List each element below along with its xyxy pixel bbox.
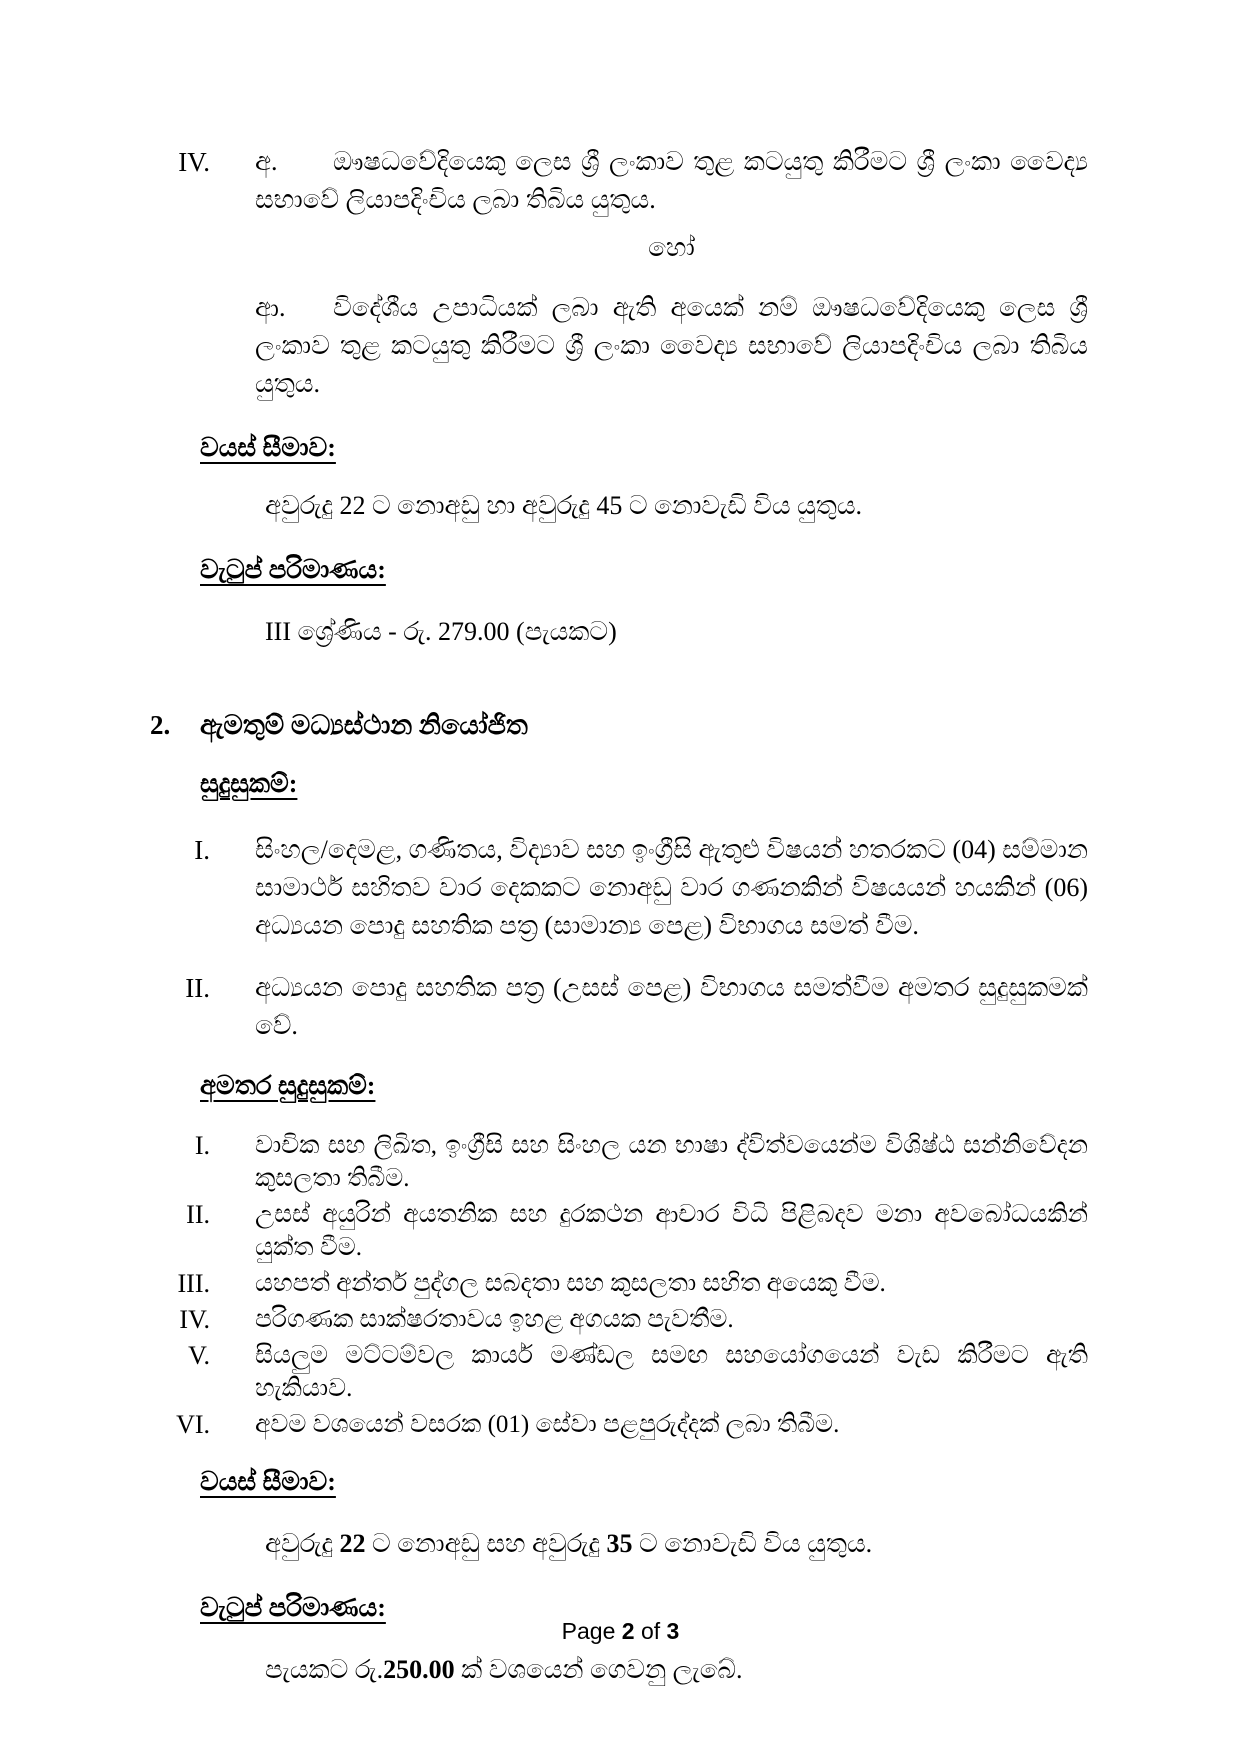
age-limit-text-pre: අවුරුදු <box>265 1529 340 1558</box>
age-limit-text-2 <box>265 1525 1088 1563</box>
footer-of-word: of <box>634 1618 667 1644</box>
list-item <box>150 831 1088 945</box>
item-iv-numeral: IV. <box>178 147 210 177</box>
section-2-title: ඇමතුම් මධ්‍යස්ථාන නියෝජිත <box>200 710 528 740</box>
footer-total-pages: 3 <box>666 1618 680 1644</box>
list-item <box>150 1267 1088 1300</box>
salary-text-1: III ශ්‍රේණිය - රු. 279.00 (පැයකට) <box>265 617 617 646</box>
age-limit-text-mid: ට නොඅඩු සහ අවුරුදු <box>365 1529 607 1558</box>
list-item-numeral: I. <box>194 835 210 865</box>
salary-text-pre: පැයකට රු. <box>265 1655 384 1684</box>
list-item <box>150 969 1088 1045</box>
age-limit-heading-1: වයස් සීමාව: <box>200 433 336 462</box>
salary-text-2 <box>265 1651 1088 1689</box>
option-b-paragraph <box>255 289 1088 403</box>
list-item-text: යහපත් අන්තර් පුද්ගල සබදතා සහ කුසලතා සහිත අයෙකු වීම. <box>255 1270 886 1297</box>
list-item-text: උසස් අයුරින් අයතනික සහ දුරකථන ආචාර විධි පිළිබදව මනා අවබෝධයකින් යුක්ත වීම. <box>255 1201 1088 1261</box>
list-item-numeral: V. <box>188 1341 210 1370</box>
qualifications-heading: සුදුසුකම්: <box>200 769 298 798</box>
list-item <box>150 1303 1088 1336</box>
qualifications-list <box>150 831 1088 1045</box>
list-item <box>150 1339 1088 1405</box>
list-item-numeral: I. <box>194 1131 210 1160</box>
list-item-numeral: VI. <box>176 1410 210 1439</box>
item-iv-option-b <box>150 289 1088 403</box>
list-item-numeral: IV. <box>179 1305 210 1334</box>
footer-current-page: 2 <box>621 1618 635 1644</box>
salary-text-post: ක් වශයෙන් ගෙවනු ලැබේ. <box>454 1655 743 1684</box>
age-max-value: 35 <box>606 1529 633 1558</box>
salary-heading-2: වැටුප් පරිමාණය: <box>200 1593 386 1622</box>
salary-amount: 250.00 <box>383 1655 455 1684</box>
item-iv <box>150 143 1088 219</box>
page-footer <box>0 1618 1241 1645</box>
age-limit-heading-2: වයස් සීමාව: <box>200 1467 336 1496</box>
section-2-number: 2. <box>150 710 171 740</box>
list-item-numeral: II. <box>186 1200 210 1229</box>
option-a-label: අ. <box>255 147 278 176</box>
additional-qualifications-heading: අමතර සුදුසුකම්: <box>200 1071 376 1100</box>
age-limit-text-post: ට නොවැඩි විය යුතුය. <box>632 1529 873 1558</box>
age-limit-text-1: අවුරුදු 22 ට නොඅඩු හා අවුරුදු 45 ට නොවැඩි විය යුතුය. <box>265 491 863 520</box>
footer-page-word: Page <box>561 1618 622 1644</box>
option-a-paragraph <box>255 143 1088 219</box>
list-item <box>150 1129 1088 1195</box>
list-item-text: සිංහල/දෙමළ, ගණිතය, විද්‍යාව සහ ඉංග්‍රීසි ඇතුළු විෂයන් හතරකට (04) සම්මාන සාමාර්ථ සහිතව වාර දෙකකට නොඅඩු වාර ගණනකින් විෂයයන් හයකින් (06) අධ්‍යයන පොදු සහතික පත්‍ර (සාමාන්‍ය පෙළ) විභාගය සමත් වීම. <box>255 835 1088 940</box>
list-item-text: සියලුම මට්ටම්වල කාර්ය මණ්ඩල සමඟ සහයෝගයෙන් වැඩ කිරීමට ඇති හැකියාව. <box>255 1342 1088 1402</box>
list-item <box>150 1408 1088 1441</box>
list-item-text: වාචික සහ ලිඛිත, ඉංග්‍රීසි සහ සිංහල යන භාෂා ද්විත්වයෙන්ම විශිෂ්ඨ සන්නිවේදන කුසලතා තිබීම. <box>255 1132 1088 1192</box>
list-item-numeral: II. <box>185 973 210 1003</box>
option-a-text: ඖෂධවේදියෙකු ලෙස ශ්‍රී ලංකාව තුළ කටයුතු කිරීමට ශ්‍රී ලංකා වෛද්‍ය සභාවේ ලියාපදිංචිය ලබා තිබිය යුතුය. <box>255 147 1088 214</box>
or-word: හෝ <box>648 233 695 262</box>
age-min-value: 22 <box>339 1529 366 1558</box>
additional-qualifications-list <box>150 1129 1088 1441</box>
list-item <box>150 1198 1088 1264</box>
list-item-numeral: III. <box>177 1269 210 1298</box>
section-2-title-row <box>150 707 1088 743</box>
option-b-text: විදේශීය උපාධියක් ලබා ඇති අයෙක් නම් ඖෂධවේදියෙකු ලෙස ශ්‍රී ලංකාව තුළ කටයුතු කිරීමට ශ්‍රී ලංකා වෛද්‍ය සභාවේ ලියාපදිංචිය ලබා තිබිය යුතුය. <box>255 293 1088 398</box>
list-item-text: අධ්‍යයන පොදු සහතික පත්‍ර (උසස් පෙළ) විභාගය සමත්වීම අමතර සුදුසුකමක් වේ. <box>255 973 1088 1040</box>
option-b-label: ආ. <box>255 293 286 322</box>
salary-heading-1: වැටුප් පරිමාණය: <box>200 555 386 584</box>
list-item-text: අවම වශයෙන් වසරක (01) සේවා පළපුරුද්දක් ලබා තිබීම. <box>255 1411 840 1438</box>
list-item-text: පරිගණක සාක්ෂරතාවය ඉහළ අගයක පැවතීම. <box>255 1306 734 1333</box>
